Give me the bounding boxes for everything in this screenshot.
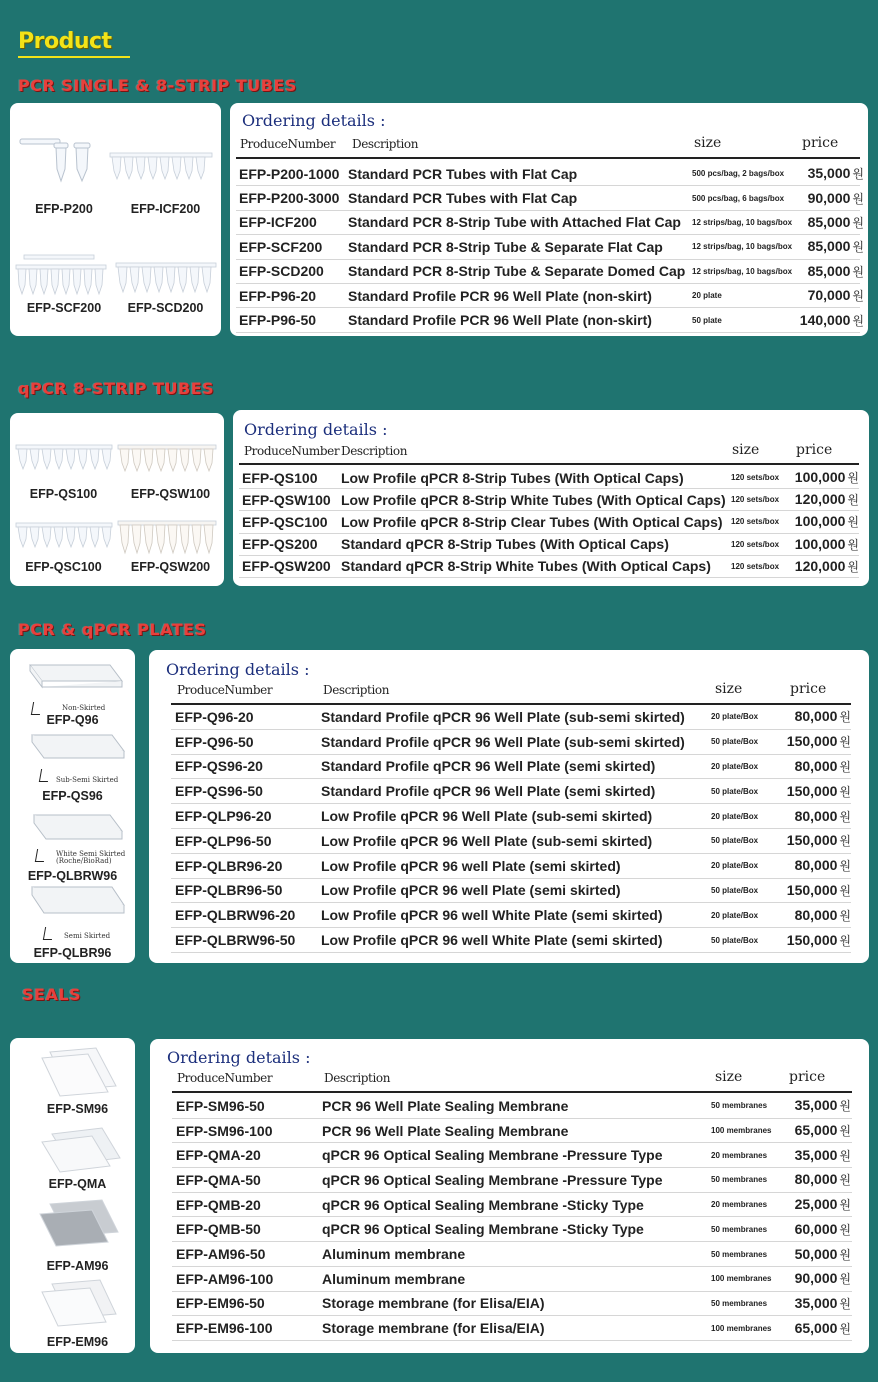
table-row — [171, 730, 851, 755]
table-row — [171, 705, 851, 730]
pack-size: 100 membranes — [711, 1126, 772, 1136]
product-image-label: EFP-EM96 — [46, 1335, 109, 1349]
product-code: EFP-QLP96-50 — [175, 832, 272, 849]
price-cell — [771, 733, 851, 750]
product-image-panel — [10, 103, 221, 336]
pack-size: 20 plate/Box — [711, 910, 759, 920]
price-cell — [771, 882, 851, 899]
table-row — [239, 467, 859, 489]
currency-label: 원 — [839, 859, 851, 874]
product-description: qPCR 96 Optical Sealing Membrane -Pressure Type — [322, 1147, 663, 1164]
product-image-label: EFP-QSC100 — [25, 560, 102, 574]
product-description: Standard PCR Tubes with Flat Cap — [348, 190, 578, 207]
product-description: qPCR 96 Optical Sealing Membrane -Sticky Type — [322, 1221, 644, 1238]
product-code: EFP-SM96-50 — [176, 1097, 265, 1114]
header-divider — [236, 157, 860, 159]
table-row — [171, 928, 851, 953]
pack-size: 50 membranes — [711, 1101, 768, 1111]
col-header-size: size — [715, 681, 743, 697]
product-description: Low Profile qPCR 96 well Plate (semi skirted) — [321, 857, 621, 874]
price-value: 85,000 — [807, 213, 851, 230]
product-code: EFP-QS200 — [242, 536, 318, 553]
product-code: EFP-SM96-100 — [176, 1122, 273, 1139]
table-row — [171, 755, 851, 780]
table-row — [172, 1168, 852, 1193]
price-cell — [786, 238, 864, 255]
table-row — [172, 1094, 852, 1119]
price-cell — [771, 907, 851, 924]
table-row — [172, 1218, 852, 1243]
product-code: EFP-QS96-50 — [175, 783, 263, 800]
pack-size: 500 pcs/bag, 6 bags/box — [692, 193, 785, 203]
product-description: Standard qPCR 8-Strip Tubes (With Optical Caps) — [341, 536, 669, 553]
product-description: Storage membrane (for Elisa/EIA) — [322, 1320, 545, 1337]
product-description: Storage membrane (for Elisa/EIA) — [322, 1295, 545, 1312]
table-row — [172, 1242, 852, 1267]
price-cell — [772, 1295, 851, 1312]
product-code: EFP-QLP96-20 — [175, 808, 272, 825]
product-description: qPCR 96 Optical Sealing Membrane -Pressure Type — [322, 1171, 663, 1188]
ordering-details-title: Ordering details : — [244, 420, 388, 439]
table-row — [236, 162, 864, 186]
price-cell — [772, 1196, 851, 1213]
currency-label: 원 — [839, 834, 851, 849]
section-title-pcr-tubes: PCR SINGLE & 8-STRIP TUBES — [18, 76, 297, 95]
product-description: Standard Profile qPCR 96 Well Plate (sub-semi skirted) — [321, 733, 685, 750]
currency-label: 원 — [852, 264, 864, 279]
plate-type-note: Semi Skirted — [64, 932, 111, 940]
currency-label: 원 — [839, 1222, 851, 1237]
price-value: 150,000 — [786, 733, 838, 750]
ordering-details-title: Ordering details : — [242, 111, 386, 130]
section-title-qpcr-tubes: qPCR 8-STRIP TUBES — [18, 379, 215, 398]
product-description: PCR 96 Well Plate Sealing Membrane — [322, 1097, 569, 1114]
plate-type-note: (Roche/BioRad) — [56, 857, 112, 865]
product-description: Standard PCR Tubes with Flat Cap — [348, 165, 578, 182]
product-description: Standard Profile qPCR 96 Well Plate (sub-semi skirted) — [321, 708, 685, 725]
price-value: 150,000 — [786, 881, 838, 898]
currency-label: 원 — [852, 167, 864, 182]
col-header-code: ProduceNumber — [240, 137, 336, 151]
table-row — [239, 511, 859, 533]
table-row — [171, 903, 851, 928]
price-value: 35,000 — [794, 1097, 838, 1114]
product-code: EFP-P96-20 — [239, 287, 317, 304]
table-row — [171, 829, 851, 854]
product-code: EFP-QSC100 — [242, 513, 328, 530]
price-value: 140,000 — [799, 311, 851, 328]
pack-size: 12 strips/bag, 10 bags/box — [692, 217, 793, 227]
currency-label: 원 — [839, 883, 851, 898]
product-code: EFP-QMB-20 — [176, 1196, 261, 1213]
table-row — [172, 1316, 852, 1341]
price-value: 35,000 — [807, 165, 851, 182]
product-description: Standard Profile PCR 96 Well Plate (non-skirt) — [348, 287, 652, 304]
seal-illustrations — [10, 1038, 135, 1353]
ordering-details-title: Ordering details : — [166, 660, 310, 679]
col-header-code: ProduceNumber — [244, 444, 340, 458]
currency-label: 원 — [852, 289, 864, 304]
product-image-label: EFP-Q96 — [46, 713, 99, 727]
product-image-label: EFP-ICF200 — [130, 202, 201, 216]
table-row — [239, 556, 859, 578]
product-code: EFP-P200-3000 — [239, 190, 340, 207]
currency-label: 원 — [839, 1198, 851, 1213]
product-description: Low Profile qPCR 96 Well Plate (sub-semi skirted) — [321, 832, 653, 849]
table-row — [236, 284, 864, 308]
pack-size: 20 plate/Box — [711, 761, 759, 771]
product-code: EFP-AM96-50 — [176, 1246, 266, 1263]
price-value: 50,000 — [794, 1245, 838, 1262]
price-value: 25,000 — [794, 1196, 838, 1213]
currency-label: 원 — [852, 191, 864, 206]
product-description: Standard Profile PCR 96 Well Plate (non-skirt) — [348, 312, 652, 329]
price-cell — [772, 1097, 851, 1114]
price-cell — [771, 758, 851, 775]
product-image-panel — [10, 413, 224, 586]
price-cell — [771, 932, 851, 949]
pack-size: 20 plate — [692, 291, 722, 301]
price-value: 80,000 — [794, 708, 838, 725]
price-value: 35,000 — [794, 1146, 838, 1163]
currency-label: 원 — [847, 493, 859, 508]
price-cell — [771, 708, 851, 725]
ordering-table-plates — [149, 650, 869, 963]
price-cell — [771, 857, 851, 874]
col-header-price: price — [789, 1069, 826, 1085]
product-code: EFP-QMB-50 — [176, 1221, 261, 1238]
table-row — [171, 779, 851, 804]
price-value: 150,000 — [786, 832, 838, 849]
price-cell — [786, 287, 864, 304]
product-code: EFP-P200-1000 — [239, 165, 340, 182]
currency-label: 원 — [839, 735, 851, 750]
col-header-desc: Description — [323, 683, 390, 697]
currency-label: 원 — [839, 1321, 851, 1336]
plate-type-note: Sub-Semi Skirted — [56, 776, 119, 784]
pack-size: 20 plate/Box — [711, 712, 759, 722]
currency-label: 원 — [839, 784, 851, 799]
col-header-price: price — [790, 681, 827, 697]
product-code: EFP-ICF200 — [239, 214, 317, 231]
pack-size: 50 membranes — [711, 1298, 768, 1308]
ordering-details-title: Ordering details : — [167, 1048, 311, 1067]
product-code: EFP-QLBRW96-20 — [175, 907, 296, 924]
pack-size: 50 plate/Box — [711, 836, 759, 846]
col-header-size: size — [732, 442, 760, 458]
table-row — [172, 1292, 852, 1317]
price-value: 100,000 — [794, 513, 846, 530]
col-header-size: size — [694, 135, 722, 151]
product-description: Standard PCR 8-Strip Tube with Attached Flat Cap — [348, 214, 681, 231]
pack-size: 500 pcs/bag, 2 bags/box — [692, 169, 785, 179]
pack-size: 120 sets/box — [731, 473, 780, 483]
currency-label: 원 — [852, 215, 864, 230]
product-description: Standard PCR 8-Strip Tube & Separate Domed Cap — [348, 263, 686, 280]
pack-size: 20 membranes — [711, 1150, 768, 1160]
price-value: 90,000 — [794, 1270, 838, 1287]
price-cell — [786, 263, 864, 280]
product-image-label: EFP-SM96 — [46, 1102, 109, 1116]
brand-logo: Product — [18, 29, 112, 54]
pack-size: 50 membranes — [711, 1175, 768, 1185]
currency-label: 원 — [839, 933, 851, 948]
product-code: EFP-QLBR96-20 — [175, 857, 283, 874]
table-row — [171, 879, 851, 904]
col-header-price: price — [796, 442, 833, 458]
table-row — [236, 186, 864, 210]
product-code: EFP-EM96-100 — [176, 1320, 273, 1337]
price-value: 150,000 — [786, 931, 838, 948]
table-row — [172, 1119, 852, 1144]
price-value: 65,000 — [794, 1319, 838, 1336]
product-code: EFP-Q96-50 — [175, 733, 254, 750]
product-description: PCR 96 Well Plate Sealing Membrane — [322, 1122, 569, 1139]
pack-size: 120 sets/box — [731, 539, 780, 549]
price-value: 80,000 — [794, 1171, 838, 1188]
price-cell — [771, 832, 851, 849]
pack-size: 20 plate/Box — [711, 861, 759, 871]
product-code: EFP-QMA-20 — [176, 1147, 261, 1164]
price-value: 80,000 — [794, 906, 838, 923]
product-image-label: EFP-P200 — [35, 202, 93, 216]
plate-type-note: Non-Skirted — [62, 704, 106, 712]
product-image-label: EFP-QS100 — [29, 487, 98, 501]
product-code: EFP-QS96-20 — [175, 758, 263, 775]
price-value: 100,000 — [794, 469, 846, 486]
price-cell — [779, 536, 859, 553]
col-header-desc: Description — [352, 137, 419, 151]
ordering-table-seals — [150, 1039, 869, 1353]
col-header-size: size — [715, 1069, 743, 1085]
price-cell — [786, 312, 864, 329]
product-description: Low Profile qPCR 96 well White Plate (semi skirted) — [321, 932, 663, 949]
brand-underline — [18, 56, 130, 58]
table-row — [239, 534, 859, 556]
currency-label: 원 — [839, 710, 851, 725]
product-description: Standard qPCR 8-Strip White Tubes (With Optical Caps) — [341, 558, 711, 575]
table-row — [171, 804, 851, 829]
col-header-code: ProduceNumber — [177, 683, 273, 697]
product-description: Standard Profile qPCR 96 Well Plate (semi skirted) — [321, 783, 656, 800]
pack-size: 100 membranes — [711, 1323, 772, 1333]
section-title-seals: SEALS — [22, 985, 82, 1004]
product-description: Low Profile qPCR 96 well Plate (semi skirted) — [321, 882, 621, 899]
product-image-label: EFP-SCF200 — [26, 301, 102, 315]
price-cell — [786, 165, 864, 182]
pack-size: 12 strips/bag, 10 bags/box — [692, 242, 793, 252]
price-cell — [779, 558, 859, 575]
price-value: 35,000 — [794, 1294, 838, 1311]
price-value: 85,000 — [807, 238, 851, 255]
price-value: 150,000 — [786, 782, 838, 799]
product-image-label: EFP-SCD200 — [127, 301, 204, 315]
currency-label: 원 — [839, 759, 851, 774]
section-title-plates: PCR & qPCR PLATES — [18, 620, 207, 639]
product-code: EFP-QLBRW96-50 — [175, 932, 296, 949]
currency-label: 원 — [839, 809, 851, 824]
product-image-label: EFP-QSW200 — [130, 560, 211, 574]
product-description: Low Profile qPCR 8-Strip Clear Tubes (With Optical Caps) — [341, 513, 723, 530]
price-value: 65,000 — [794, 1122, 838, 1139]
product-image-label: EFP-AM96 — [46, 1259, 109, 1273]
currency-label: 원 — [839, 908, 851, 923]
pack-size: 12 strips/bag, 10 bags/box — [692, 266, 793, 276]
currency-label: 원 — [852, 313, 864, 328]
currency-label: 원 — [839, 1148, 851, 1163]
price-value: 70,000 — [807, 287, 851, 304]
currency-label: 원 — [847, 515, 859, 530]
product-code: EFP-SCF200 — [239, 238, 323, 255]
table-row — [236, 211, 864, 235]
price-cell — [772, 1221, 851, 1238]
pack-size: 50 plate — [692, 315, 722, 325]
product-description: Standard Profile qPCR 96 Well Plate (semi skirted) — [321, 758, 656, 775]
price-cell — [779, 469, 859, 486]
price-cell — [772, 1320, 851, 1337]
price-value: 90,000 — [807, 189, 851, 206]
price-value: 100,000 — [794, 535, 846, 552]
price-cell — [779, 513, 859, 530]
col-header-desc: Description — [324, 1071, 391, 1085]
col-header-code: ProduceNumber — [177, 1071, 273, 1085]
pack-size: 50 plate/Box — [711, 885, 759, 895]
currency-label: 원 — [839, 1173, 851, 1188]
currency-label: 원 — [839, 1124, 851, 1139]
price-value: 120,000 — [794, 491, 846, 508]
price-value: 85,000 — [807, 262, 851, 279]
currency-label: 원 — [847, 537, 859, 552]
price-cell — [772, 1147, 851, 1164]
price-value: 120,000 — [794, 557, 846, 574]
product-code: EFP-AM96-100 — [176, 1270, 274, 1287]
pack-size: 50 membranes — [711, 1224, 768, 1234]
pack-size: 50 plate/Box — [711, 737, 759, 747]
product-description: Low Profile qPCR 96 well White Plate (semi skirted) — [321, 907, 663, 924]
product-image-panel — [10, 649, 135, 963]
currency-label: 원 — [839, 1099, 851, 1114]
table-row — [172, 1143, 852, 1168]
price-cell — [772, 1171, 851, 1188]
header-divider — [239, 463, 859, 465]
product-image-label: EFP-QS96 — [42, 789, 103, 803]
header-divider — [172, 1091, 852, 1093]
pack-size: 20 plate/Box — [711, 811, 759, 821]
product-description: Aluminum membrane — [322, 1246, 466, 1263]
currency-label: 원 — [847, 471, 859, 486]
price-value: 80,000 — [794, 857, 838, 874]
pack-size: 120 sets/box — [731, 495, 780, 505]
table-row — [236, 260, 864, 284]
product-code: EFP-QS100 — [242, 469, 318, 486]
pack-size: 120 sets/box — [731, 561, 780, 571]
product-image-label: EFP-QLBRW96 — [27, 869, 118, 883]
price-cell — [786, 190, 864, 207]
product-image-panel — [10, 1038, 135, 1353]
pack-size: 50 plate/Box — [711, 935, 759, 945]
col-header-desc: Description — [341, 444, 408, 458]
currency-label: 원 — [852, 240, 864, 255]
product-code: EFP-QSW200 — [242, 558, 331, 575]
product-code: EFP-SCD200 — [239, 263, 324, 280]
product-code: EFP-QLBR96-50 — [175, 882, 283, 899]
product-description: Low Profile qPCR 96 Well Plate (sub-semi skirted) — [321, 808, 653, 825]
currency-label: 원 — [839, 1296, 851, 1311]
price-cell — [772, 1122, 851, 1139]
product-code: EFP-Q96-20 — [175, 708, 254, 725]
pack-size: 50 plate/Box — [711, 786, 759, 796]
product-code: EFP-QSW100 — [242, 491, 331, 508]
table-row — [171, 854, 851, 879]
product-code: EFP-EM96-50 — [176, 1295, 265, 1312]
price-cell — [786, 214, 864, 231]
pack-size: 100 membranes — [711, 1274, 772, 1284]
ordering-table-qpcr-tubes — [233, 410, 869, 586]
product-image-label: EFP-QLBR96 — [33, 946, 112, 960]
price-cell — [772, 1270, 851, 1287]
product-image-label: EFP-QMA — [48, 1177, 107, 1191]
price-value: 80,000 — [794, 757, 838, 774]
pack-size: 50 membranes — [711, 1249, 768, 1259]
price-cell — [772, 1246, 851, 1263]
table-row — [172, 1267, 852, 1292]
table-row — [236, 308, 864, 332]
pack-size: 20 membranes — [711, 1200, 768, 1210]
product-description: Low Profile qPCR 8-Strip Tubes (With Optical Caps) — [341, 469, 684, 486]
price-value: 80,000 — [794, 807, 838, 824]
currency-label: 원 — [847, 559, 859, 574]
price-cell — [771, 783, 851, 800]
product-image-label: EFP-QSW100 — [130, 487, 211, 501]
price-cell — [771, 808, 851, 825]
currency-label: 원 — [839, 1247, 851, 1262]
ordering-table-pcr-tubes — [230, 103, 868, 336]
currency-label: 원 — [839, 1272, 851, 1287]
table-row — [172, 1193, 852, 1218]
product-description: Aluminum membrane — [322, 1270, 466, 1287]
plate-illustrations — [10, 649, 135, 963]
product-code: EFP-QMA-50 — [176, 1171, 261, 1188]
price-cell — [779, 491, 859, 508]
table-row — [239, 489, 859, 511]
product-description: Low Profile qPCR 8-Strip White Tubes (With Optical Caps) — [341, 491, 726, 508]
product-code: EFP-P96-50 — [239, 312, 317, 329]
price-value: 60,000 — [794, 1220, 838, 1237]
pack-size: 120 sets/box — [731, 517, 780, 527]
table-row — [236, 235, 864, 259]
plate-type-note: White Semi Skirted — [56, 850, 126, 858]
col-header-price: price — [802, 135, 839, 151]
product-description: Standard PCR 8-Strip Tube & Separate Flat Cap — [348, 238, 663, 255]
product-description: qPCR 96 Optical Sealing Membrane -Sticky Type — [322, 1196, 644, 1213]
